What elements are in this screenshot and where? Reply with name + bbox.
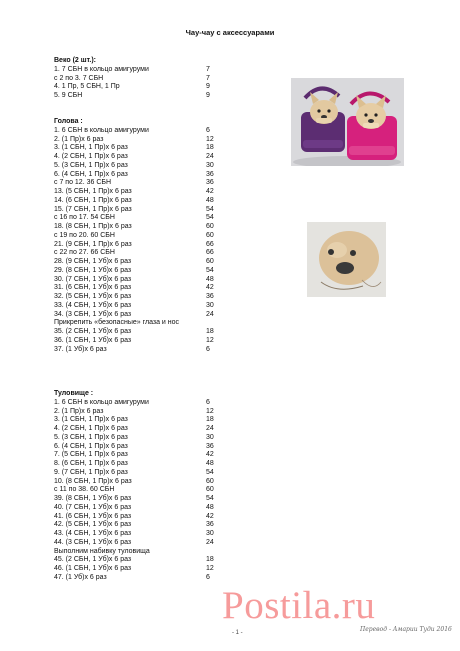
stitch-count: 54 <box>206 495 214 502</box>
photo-dogs-in-bags <box>291 78 404 166</box>
stitch-count: 18 <box>206 416 214 424</box>
row-instruction: 7. (5 СБН, 1 Пр)х 6 раз <box>54 451 128 459</box>
stitch-count: 60 <box>206 231 214 239</box>
pattern-row <box>54 206 234 215</box>
section-heading: Голова : <box>54 118 83 125</box>
page-title: Чау-чау с аксессуарами <box>185 28 275 37</box>
stitch-count: 66 <box>206 240 214 248</box>
pattern-row <box>54 302 234 311</box>
row-instruction: 4. (2 СБН, 1 Пр)х 6 раз <box>54 153 128 160</box>
row-instruction: 1. 6 СБН в кольцо амигуруми <box>54 398 149 406</box>
pattern-row <box>54 162 234 171</box>
row-instruction: 8. (6 СБН, 1 Пр)х 6 раз <box>54 460 128 467</box>
stitch-count: 48 <box>206 460 214 467</box>
stitch-count: 7 <box>206 65 210 73</box>
row-instruction: 10. (8 СБН, 1 Пр)х 6 раз <box>54 477 132 485</box>
row-instruction: 6. (4 СБН, 1 Пр)х 6 раз <box>54 442 128 450</box>
stitch-count: 36 <box>206 293 214 300</box>
pattern-row <box>54 337 234 346</box>
pattern-row <box>54 443 234 452</box>
row-instruction: 4. (2 СБН, 1 Пр)х 6 раз <box>54 425 128 432</box>
row-instruction: 39. (8 СБН, 1 Уб)х 6 раз <box>54 495 132 502</box>
pattern-row <box>54 136 234 145</box>
pattern-row <box>54 83 234 92</box>
stitch-count: 12 <box>206 407 214 415</box>
stitch-count: 42 <box>206 451 214 459</box>
pattern-row <box>54 521 234 530</box>
row-instruction: 33. (4 СБН, 1 Уб)х 6 раз <box>54 301 132 309</box>
pattern-row <box>54 495 234 504</box>
pattern-row <box>54 214 234 223</box>
row-instruction: 5. (3 СБН, 1 Пр)х 6 раз <box>54 161 128 169</box>
stitch-count: 24 <box>206 153 214 160</box>
row-instruction: 2. (1 Пр)х 6 раз <box>54 407 104 415</box>
stitch-count: 66 <box>206 249 214 257</box>
stitch-count: 42 <box>206 188 214 195</box>
crochet-head-illustration <box>307 222 386 297</box>
pattern-row <box>54 66 234 75</box>
pattern-row <box>54 258 234 267</box>
photo-crochet-head <box>307 222 386 297</box>
stitch-count: 9 <box>206 83 210 91</box>
stitch-count: 6 <box>206 573 210 581</box>
stitch-count: 6 <box>206 398 210 406</box>
row-instruction: 5. (3 СБН, 1 Пр)х 6 раз <box>54 433 128 441</box>
stitch-count: 36 <box>206 521 214 529</box>
stitch-count: 48 <box>206 275 214 283</box>
pattern-row <box>54 530 234 539</box>
pattern-row <box>54 311 234 320</box>
pattern-row <box>54 486 234 495</box>
stitch-count: 60 <box>206 223 214 230</box>
pattern-row <box>54 153 234 162</box>
pattern-row <box>54 232 234 241</box>
stitch-count: 30 <box>206 433 214 441</box>
row-instruction: с 19 по 20. 60 СБН <box>54 231 115 239</box>
row-instruction: 32. (5 СБН, 1 Уб)х 6 раз <box>54 293 132 300</box>
row-instruction: 4. 1 Пр, 5 СБН, 1 Пр <box>54 83 120 91</box>
pattern-row <box>54 293 234 302</box>
row-instruction: с 22 по 27. 66 СБН <box>54 249 115 257</box>
pattern-row <box>54 416 234 425</box>
pattern-row <box>54 346 234 355</box>
pattern-row <box>54 188 234 197</box>
stitch-count: 24 <box>206 310 214 318</box>
stitch-count: 12 <box>206 565 214 572</box>
stitch-count: 48 <box>206 503 214 511</box>
row-instruction: Выполним набивку туловища <box>54 547 150 555</box>
stitch-count: 18 <box>206 328 214 335</box>
row-instruction: 1. 6 СБН в кольцо амигуруми <box>54 126 149 134</box>
row-instruction: 1. 7 СБН в кольцо амигуруми <box>54 65 149 73</box>
pattern-row <box>54 241 234 250</box>
row-instruction: с 2 по 3. 7 СБН <box>54 74 104 82</box>
row-instruction: с 7 по 12. 36 СБН <box>54 179 112 187</box>
pattern-row <box>54 144 234 153</box>
stitch-count: 18 <box>206 556 214 564</box>
stitch-count: 36 <box>206 442 214 450</box>
row-instruction: 31. (6 СБН, 1 Уб)х 6 раз <box>54 284 132 292</box>
pattern-row <box>54 319 234 328</box>
stitch-count: 54 <box>206 468 214 476</box>
page-number: - 1 - <box>232 630 243 636</box>
section-heading: Веко (2 шт.): <box>54 57 97 64</box>
pattern-row <box>54 223 234 232</box>
pattern-row <box>54 425 234 434</box>
stitch-count: 54 <box>206 205 214 213</box>
row-instruction: 30. (7 СБН, 1 Уб)х 6 раз <box>54 275 132 283</box>
row-instruction: 28. (9 СБН, 1 Уб)х 6 раз <box>54 258 132 265</box>
stitch-count: 60 <box>206 486 214 494</box>
stitch-count: 30 <box>206 301 214 309</box>
row-instruction: 41. (6 СБН, 1 Уб)х 6 раз <box>54 512 132 520</box>
pattern-row <box>54 179 234 188</box>
pattern-row <box>54 548 234 557</box>
pattern-row <box>54 408 234 417</box>
pattern-row <box>54 565 234 574</box>
pattern-row <box>54 127 234 136</box>
pattern-row <box>54 399 234 408</box>
row-instruction: 18. (8 СБН, 1 Пр)х 6 раз <box>54 223 132 230</box>
stitch-count: 42 <box>206 512 214 520</box>
pattern-row <box>54 556 234 565</box>
row-instruction: 5. 9 СБН <box>54 92 83 99</box>
section-veko <box>54 57 234 101</box>
row-instruction: 15. (7 СБН, 1 Пр)х 6 раз <box>54 205 132 213</box>
row-instruction: 46. (1 СБН, 1 Уб)х 6 раз <box>54 565 132 572</box>
stitch-count: 12 <box>206 135 214 143</box>
stitch-count: 60 <box>206 477 214 485</box>
stitch-count: 60 <box>206 258 214 265</box>
row-instruction: Прикрепить «безопасные» глаза и нос <box>54 319 180 327</box>
stitch-count: 24 <box>206 538 214 546</box>
pattern-row <box>54 451 234 460</box>
stitch-count: 12 <box>206 336 214 344</box>
stitch-count: 30 <box>206 161 214 169</box>
pattern-row <box>54 328 234 337</box>
stitch-count: 6 <box>206 126 210 134</box>
row-instruction: с 11 по 38. 60 СБН <box>54 486 115 494</box>
stitch-count: 36 <box>206 170 214 178</box>
row-instruction: 36. (1 СБН, 1 Уб)х 6 раз <box>54 336 132 344</box>
stitch-count: 48 <box>206 196 214 204</box>
pattern-row <box>54 513 234 522</box>
pattern-row <box>54 460 234 469</box>
stitch-count: 30 <box>206 530 214 537</box>
pattern-row <box>54 276 234 285</box>
row-instruction: 3. (1 СБН, 1 Пр)х 6 раз <box>54 144 128 152</box>
row-instruction: 3. (1 СБН, 1 Пр)х 6 раз <box>54 416 128 424</box>
row-instruction: 6. (4 СБН, 1 Пр)х 6 раз <box>54 170 128 178</box>
pattern-row <box>54 75 234 84</box>
pattern-row <box>54 504 234 513</box>
pattern-row <box>54 197 234 206</box>
stitch-count: 42 <box>206 284 214 292</box>
pattern-row <box>54 434 234 443</box>
row-instruction: 14. (6 СБН, 1 Пр)х 6 раз <box>54 196 132 204</box>
dogs-in-bags-illustration <box>291 78 404 166</box>
pattern-row <box>54 92 234 101</box>
pattern-row <box>54 574 234 583</box>
stitch-count: 7 <box>206 74 210 82</box>
row-instruction: 13. (5 СБН, 1 Пр)х 6 раз <box>54 188 132 195</box>
stitch-count: 18 <box>206 144 214 152</box>
pattern-row <box>54 478 234 487</box>
stitch-count: 9 <box>206 92 210 99</box>
row-instruction: 35. (2 СБН, 1 Уб)х 6 раз <box>54 328 132 335</box>
pattern-row <box>54 267 234 276</box>
stitch-count: 36 <box>206 179 214 187</box>
pattern-row <box>54 284 234 293</box>
row-instruction: 2. (1 Пр)х 6 раз <box>54 135 104 143</box>
row-instruction: 34. (3 СБН, 1 Уб)х 6 раз <box>54 310 132 318</box>
row-instruction: 47. (1 Уб)х 6 раз <box>54 573 107 581</box>
stitch-count: 54 <box>206 214 214 222</box>
watermark: Postila.ru <box>222 584 376 627</box>
row-instruction: 43. (4 СБН, 1 Уб)х 6 раз <box>54 530 132 537</box>
row-instruction: 42. (5 СБН, 1 Уб)х 6 раз <box>54 521 132 529</box>
row-instruction: 45. (2 СБН, 1 Уб)х 6 раз <box>54 556 132 564</box>
section-golova <box>54 118 234 354</box>
row-instruction: 9. (7 СБН, 1 Пр)х 6 раз <box>54 468 128 476</box>
stitch-count: 6 <box>206 345 210 353</box>
section-tulovishche <box>54 390 234 583</box>
stitch-count: 54 <box>206 266 214 274</box>
row-instruction: 40. (7 СБН, 1 Уб)х 6 раз <box>54 503 132 511</box>
pattern-row <box>54 249 234 258</box>
row-instruction: 21. (9 СБН, 1 Пр)х 6 раз <box>54 240 132 248</box>
row-instruction: 29. (8 СБН, 1 Уб)х 6 раз <box>54 266 132 274</box>
section-heading: Туловище : <box>54 390 94 397</box>
pattern-row <box>54 171 234 180</box>
row-instruction: 37. (1 Уб)х 6 раз <box>54 345 107 353</box>
pattern-row <box>54 539 234 548</box>
stitch-count: 24 <box>206 425 214 432</box>
row-instruction: с 16 по 17. 54 СБН <box>54 214 115 222</box>
pattern-row <box>54 469 234 478</box>
translator-credit: Перевод - Амарии Туди 2016 <box>360 626 452 633</box>
row-instruction: 44. (3 СБН, 1 Уб)х 6 раз <box>54 538 132 546</box>
